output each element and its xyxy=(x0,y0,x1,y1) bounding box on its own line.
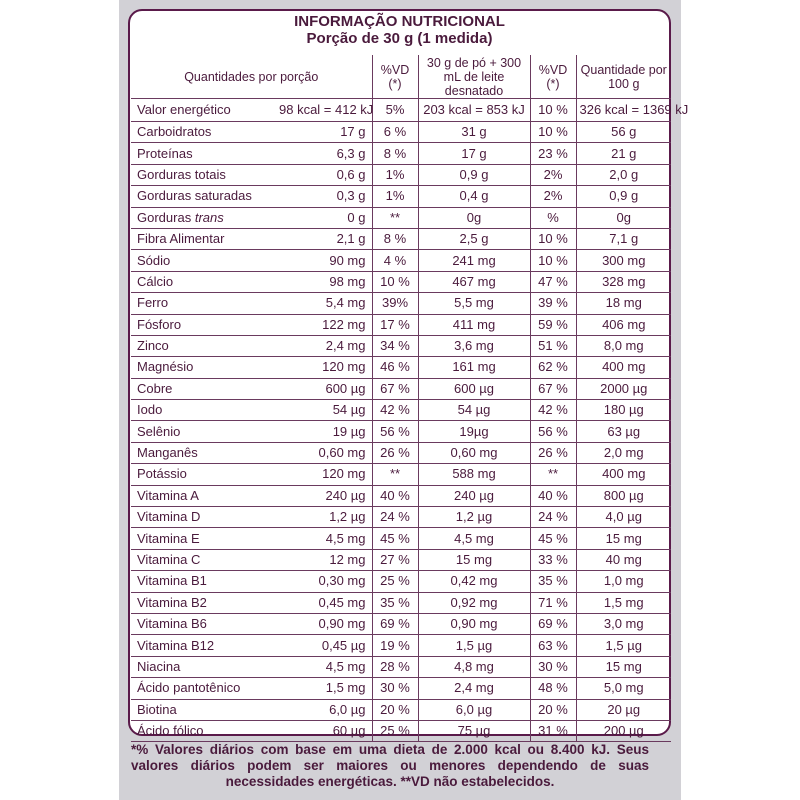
per-100g-amount: 15 mg xyxy=(576,528,671,549)
nutrient-name-text: Vitamina B1 xyxy=(137,573,207,589)
per-100g-amount: 20 µg xyxy=(576,699,671,720)
portion-vd: 4 % xyxy=(372,250,418,271)
nutrient-name-text: Vitamina E xyxy=(137,530,200,546)
portion-vd: 1% xyxy=(372,186,418,207)
nutrient-name-text: Vitamina B6 xyxy=(137,616,207,632)
prepared-vd: 2% xyxy=(530,186,576,207)
prepared-vd: 39 % xyxy=(530,293,576,314)
portion-vd: 46 % xyxy=(372,357,418,378)
prepared-vd: 33 % xyxy=(530,549,576,570)
nutrient-name-text: Cálcio xyxy=(137,273,174,289)
nutrient-name-text: Niacina xyxy=(137,658,181,674)
prepared-vd: 35 % xyxy=(530,571,576,592)
portion-amount: 1,2 µg xyxy=(276,507,372,528)
table-row xyxy=(131,186,671,207)
column-header-prepared: 30 g de pó + 300 mL de leite desnatado xyxy=(418,55,530,99)
portion-amount: 0,3 g xyxy=(276,186,372,207)
prepared-amount: 1,2 µg xyxy=(418,507,530,528)
nutrient-name xyxy=(131,271,276,292)
per-100g-amount: 7,1 g xyxy=(576,228,671,249)
prepared-vd: 67 % xyxy=(530,378,576,399)
prepared-amount: 1,5 µg xyxy=(418,635,530,656)
portion-amount: 0,60 mg xyxy=(276,442,372,463)
prepared-amount: 0,4 g xyxy=(418,186,530,207)
portion-amount: 2,4 mg xyxy=(276,335,372,356)
prepared-vd: 63 % xyxy=(530,635,576,656)
label-title: INFORMAÇÃO NUTRICIONAL xyxy=(294,13,505,30)
prepared-vd: 42 % xyxy=(530,400,576,421)
table-row xyxy=(131,164,671,185)
nutrient-name-text: Carboidratos xyxy=(137,124,212,140)
nutrient-name-text: Fósforo xyxy=(137,316,182,332)
prepared-amount: 411 mg xyxy=(418,314,530,335)
nutrient-name-text: Manganês xyxy=(137,445,198,461)
portion-vd: 40 % xyxy=(372,485,418,506)
table-row xyxy=(131,549,671,570)
nutrient-name xyxy=(131,528,276,549)
nutrient-name-text: Gorduras totais xyxy=(137,166,226,182)
nutrient-name-text: Valor energético xyxy=(137,102,231,117)
per-100g-amount: 8,0 mg xyxy=(576,335,671,356)
prepared-amount: 75 µg xyxy=(418,720,530,741)
table-row xyxy=(131,314,671,335)
per-100g-amount: 1,5 µg xyxy=(576,635,671,656)
portion-vd: 20 % xyxy=(372,699,418,720)
portion-vd: 5% xyxy=(372,99,418,122)
portion-vd: 17 % xyxy=(372,314,418,335)
portion-amount: 0 g xyxy=(276,207,372,228)
nutrient-name-text: Vitamina C xyxy=(137,552,201,567)
nutrient-name-text: Iodo xyxy=(137,402,163,418)
portion-amount: 6,3 g xyxy=(276,143,372,164)
table-row xyxy=(131,271,671,292)
nutrient-name-text: Vitamina B12 xyxy=(137,637,215,653)
nutrient-name-text: Fibra Alimentar xyxy=(137,231,225,247)
prepared-vd: ** xyxy=(530,464,576,485)
per-100g-amount: 56 g xyxy=(576,122,671,143)
nutrient-name xyxy=(131,635,276,656)
per-100g-amount: 400 mg xyxy=(576,464,671,485)
nutrient-name-text: Vitamina B2 xyxy=(137,594,207,610)
prepared-vd: 56 % xyxy=(530,421,576,442)
portion-amount: 2,1 g xyxy=(276,228,372,249)
table-row xyxy=(131,421,671,442)
portion-amount: 90 mg xyxy=(276,250,372,271)
per-100g-amount: 800 µg xyxy=(576,485,671,506)
nutrient-name xyxy=(131,699,276,720)
portion-amount: 0,6 g xyxy=(276,164,372,185)
per-100g-amount: 1,5 mg xyxy=(576,592,671,613)
prepared-vd: 10 % xyxy=(530,122,576,143)
prepared-amount: 2,5 g xyxy=(418,228,530,249)
table-row xyxy=(131,507,671,528)
table-row xyxy=(131,635,671,656)
portion-vd: 28 % xyxy=(372,656,418,677)
nutrient-name xyxy=(131,314,276,335)
prepared-vd: 62 % xyxy=(530,357,576,378)
prepared-vd: 69 % xyxy=(530,613,576,634)
table-row xyxy=(131,357,671,378)
prepared-vd: % xyxy=(530,207,576,228)
column-header-quantities: Quantidades por porção xyxy=(131,55,372,99)
table-row xyxy=(131,592,671,613)
nutrient-name-text: Gorduras xyxy=(137,209,192,225)
table-row xyxy=(131,122,671,143)
nutrient-name xyxy=(131,207,276,228)
table-row xyxy=(131,571,671,592)
nutrient-name xyxy=(131,335,276,356)
nutrient-name-text: Sódio xyxy=(137,252,171,268)
portion-amount: 1,5 mg xyxy=(276,678,372,699)
per-100g-amount: 328 mg xyxy=(576,271,671,292)
per-100g-amount: 400 mg xyxy=(576,357,671,378)
prepared-amount: 17 g xyxy=(418,143,530,164)
nutrient-name-text: Selênio xyxy=(137,423,181,439)
prepared-vd: 40 % xyxy=(530,485,576,506)
prepared-amount: 5,5 mg xyxy=(418,293,530,314)
nutrient-name-text: Gorduras saturadas xyxy=(137,188,252,204)
portion-amount: 120 mg xyxy=(276,357,372,378)
portion-amount: 98 kcal = 412 kJ xyxy=(276,99,372,122)
portion-vd: 24 % xyxy=(372,507,418,528)
nutrient-name-text: Ácido fólico xyxy=(137,723,204,739)
nutrient-name xyxy=(131,592,276,613)
table-row xyxy=(131,228,671,249)
portion-amount: 17 g xyxy=(276,122,372,143)
portion-amount: 19 µg xyxy=(276,421,372,442)
portion-amount: 54 µg xyxy=(276,400,372,421)
prepared-amount: 161 mg xyxy=(418,357,530,378)
portion-amount: 0,90 mg xyxy=(276,613,372,634)
prepared-vd: 24 % xyxy=(530,507,576,528)
prepared-amount: 0,92 mg xyxy=(418,592,530,613)
per-100g-amount: 18 mg xyxy=(576,293,671,314)
prepared-amount: 15 mg xyxy=(418,549,530,570)
portion-vd: 34 % xyxy=(372,335,418,356)
prepared-vd: 47 % xyxy=(530,271,576,292)
nutrient-name xyxy=(131,442,276,463)
nutrient-name-text: Zinco xyxy=(137,338,169,354)
nutrient-name-text: Cobre xyxy=(137,380,173,396)
per-100g-amount: 0,9 g xyxy=(576,186,671,207)
portion-vd: 42 % xyxy=(372,400,418,421)
nutrient-name xyxy=(131,99,276,122)
table-row xyxy=(131,207,671,228)
portion-vd: 10 % xyxy=(372,271,418,292)
per-100g-amount: 3,0 mg xyxy=(576,613,671,634)
portion-vd: 25 % xyxy=(372,571,418,592)
prepared-vd: 10 % xyxy=(530,250,576,271)
prepared-amount: 2,4 mg xyxy=(418,678,530,699)
portion-amount: 0,45 mg xyxy=(276,592,372,613)
portion-vd: 56 % xyxy=(372,421,418,442)
portion-vd: 19 % xyxy=(372,635,418,656)
prepared-vd: 10 % xyxy=(530,228,576,249)
table-row xyxy=(131,99,671,122)
nutrient-name xyxy=(131,143,276,164)
portion-amount: 0,30 mg xyxy=(276,571,372,592)
prepared-amount: 0,90 mg xyxy=(418,613,530,634)
portion-amount: 600 µg xyxy=(276,378,372,399)
portion-amount: 0,45 µg xyxy=(276,635,372,656)
nutrient-name xyxy=(131,720,276,741)
table-row xyxy=(131,293,671,314)
portion-vd: 25 % xyxy=(372,720,418,741)
per-100g-amount: 15 mg xyxy=(576,656,671,677)
table-row xyxy=(131,678,671,699)
prepared-amount: 3,6 mg xyxy=(418,335,530,356)
portion-vd: ** xyxy=(372,207,418,228)
table-header-row xyxy=(131,55,671,99)
nutrient-name xyxy=(131,678,276,699)
per-100g-amount: 200 µg xyxy=(576,720,671,741)
nutrient-name xyxy=(131,613,276,634)
nutrient-name-text: Biotina xyxy=(137,701,177,717)
footnote: *% Valores diários com base em uma dieta de 2.000 kcal ou 8.400 kJ. Seus valores diários podem ser maiores ou menores dependendo de suas necessidades energéticas. **VD não estabelecidos. xyxy=(131,742,649,789)
table-row xyxy=(131,528,671,549)
prepared-amount: 588 mg xyxy=(418,464,530,485)
prepared-amount: 0,42 mg xyxy=(418,571,530,592)
prepared-vd: 31 % xyxy=(530,720,576,741)
per-100g-amount: 2,0 mg xyxy=(576,442,671,463)
nutrient-name xyxy=(131,186,276,207)
table-row xyxy=(131,464,671,485)
prepared-amount: 0,9 g xyxy=(418,164,530,185)
per-100g-amount: 21 g xyxy=(576,143,671,164)
nutrient-name-text: Ácido pantotênico xyxy=(137,680,241,696)
prepared-vd: 2% xyxy=(530,164,576,185)
portion-vd: 27 % xyxy=(372,549,418,570)
portion-amount: 122 mg xyxy=(276,314,372,335)
portion-amount: 98 mg xyxy=(276,271,372,292)
portion-vd: 1% xyxy=(372,164,418,185)
column-header-vd-prepared: %VD (*) xyxy=(530,55,576,99)
nutrient-name xyxy=(131,507,276,528)
nutrient-name xyxy=(131,378,276,399)
table-row xyxy=(131,400,671,421)
prepared-amount: 31 g xyxy=(418,122,530,143)
prepared-amount: 0g xyxy=(418,207,530,228)
nutrient-name xyxy=(131,164,276,185)
per-100g-amount: 4,0 µg xyxy=(576,507,671,528)
per-100g-amount: 2,0 g xyxy=(576,164,671,185)
portion-vd: 26 % xyxy=(372,442,418,463)
portion-vd: 8 % xyxy=(372,143,418,164)
prepared-amount: 467 mg xyxy=(418,271,530,292)
prepared-amount: 240 µg xyxy=(418,485,530,506)
nutrient-name-text: Vitamina D xyxy=(137,509,201,525)
portion-amount: 6,0 µg xyxy=(276,699,372,720)
nutrient-name-text: Vitamina A xyxy=(137,487,199,503)
prepared-vd: 71 % xyxy=(530,592,576,613)
prepared-amount: 203 kcal = 853 kJ xyxy=(418,99,530,122)
per-100g-amount: 300 mg xyxy=(576,250,671,271)
portion-vd: 35 % xyxy=(372,592,418,613)
table-row xyxy=(131,442,671,463)
prepared-vd: 59 % xyxy=(530,314,576,335)
portion-vd: 67 % xyxy=(372,378,418,399)
portion-vd: ** xyxy=(372,464,418,485)
portion-vd: 69 % xyxy=(372,613,418,634)
portion-vd: 45 % xyxy=(372,528,418,549)
nutrient-name xyxy=(131,485,276,506)
prepared-vd: 51 % xyxy=(530,335,576,356)
table-row xyxy=(131,656,671,677)
nutrient-name xyxy=(131,250,276,271)
prepared-vd: 23 % xyxy=(530,143,576,164)
nutrient-name xyxy=(131,293,276,314)
table-row xyxy=(131,720,671,741)
portion-amount: 4,5 mg xyxy=(276,656,372,677)
per-100g-amount: 406 mg xyxy=(576,314,671,335)
portion-vd: 30 % xyxy=(372,678,418,699)
nutrient-name xyxy=(131,464,276,485)
portion-amount: 4,5 mg xyxy=(276,528,372,549)
nutrient-name xyxy=(131,549,276,570)
portion-amount: 240 µg xyxy=(276,485,372,506)
prepared-vd: 30 % xyxy=(530,656,576,677)
portion-vd: 6 % xyxy=(372,122,418,143)
prepared-amount: 54 µg xyxy=(418,400,530,421)
nutrient-name xyxy=(131,571,276,592)
nutrient-name-text: Magnésio xyxy=(137,359,194,375)
nutrient-name xyxy=(131,421,276,442)
per-100g-amount: 2000 µg xyxy=(576,378,671,399)
prepared-amount: 4,5 mg xyxy=(418,528,530,549)
prepared-vd: 20 % xyxy=(530,699,576,720)
nutrient-name-text: Potássio xyxy=(137,466,187,482)
per-100g-amount: 1,0 mg xyxy=(576,571,671,592)
table-row xyxy=(131,699,671,720)
portion-amount: 5,4 mg xyxy=(276,293,372,314)
column-header-per-100g: Quantidade por 100 g xyxy=(576,55,671,99)
nutrient-name xyxy=(131,228,276,249)
nutrient-name-text: Proteínas xyxy=(137,145,193,161)
per-100g-amount: 0g xyxy=(576,207,671,228)
prepared-vd: 45 % xyxy=(530,528,576,549)
nutrient-name xyxy=(131,122,276,143)
portion-vd: 39% xyxy=(372,293,418,314)
portion-amount: 12 mg xyxy=(276,549,372,570)
prepared-vd: 10 % xyxy=(530,99,576,122)
nutrient-name-text: Ferro xyxy=(137,295,169,311)
per-100g-amount: 5,0 mg xyxy=(576,678,671,699)
portion-amount: 120 mg xyxy=(276,464,372,485)
nutrition-table xyxy=(131,55,689,742)
table-row xyxy=(131,378,671,399)
prepared-amount: 19µg xyxy=(418,421,530,442)
prepared-vd: 26 % xyxy=(530,442,576,463)
per-100g-amount: 180 µg xyxy=(576,400,671,421)
prepared-amount: 4,8 mg xyxy=(418,656,530,677)
nutrient-name xyxy=(131,357,276,378)
prepared-amount: 241 mg xyxy=(418,250,530,271)
table-row xyxy=(131,485,671,506)
portion-amount: 60 µg xyxy=(276,720,372,741)
nutrient-name xyxy=(131,400,276,421)
per-100g-amount: 63 µg xyxy=(576,421,671,442)
prepared-amount: 600 µg xyxy=(418,378,530,399)
prepared-vd: 48 % xyxy=(530,678,576,699)
column-header-vd: %VD (*) xyxy=(372,55,418,99)
prepared-amount: 6,0 µg xyxy=(418,699,530,720)
page-background xyxy=(0,0,119,800)
table-row xyxy=(131,250,671,271)
portion-vd: 8 % xyxy=(372,228,418,249)
table-row xyxy=(131,613,671,634)
per-100g-amount: 326 kcal = 1369 kJ xyxy=(576,99,671,122)
nutrient-name-italic: trans xyxy=(194,209,224,225)
label-subtitle: Porção de 30 g (1 medida) xyxy=(306,30,493,47)
prepared-amount: 0,60 mg xyxy=(418,442,530,463)
per-100g-amount: 40 mg xyxy=(576,549,671,570)
table-row xyxy=(131,335,671,356)
nutrient-name xyxy=(131,656,276,677)
table-row xyxy=(131,143,671,164)
